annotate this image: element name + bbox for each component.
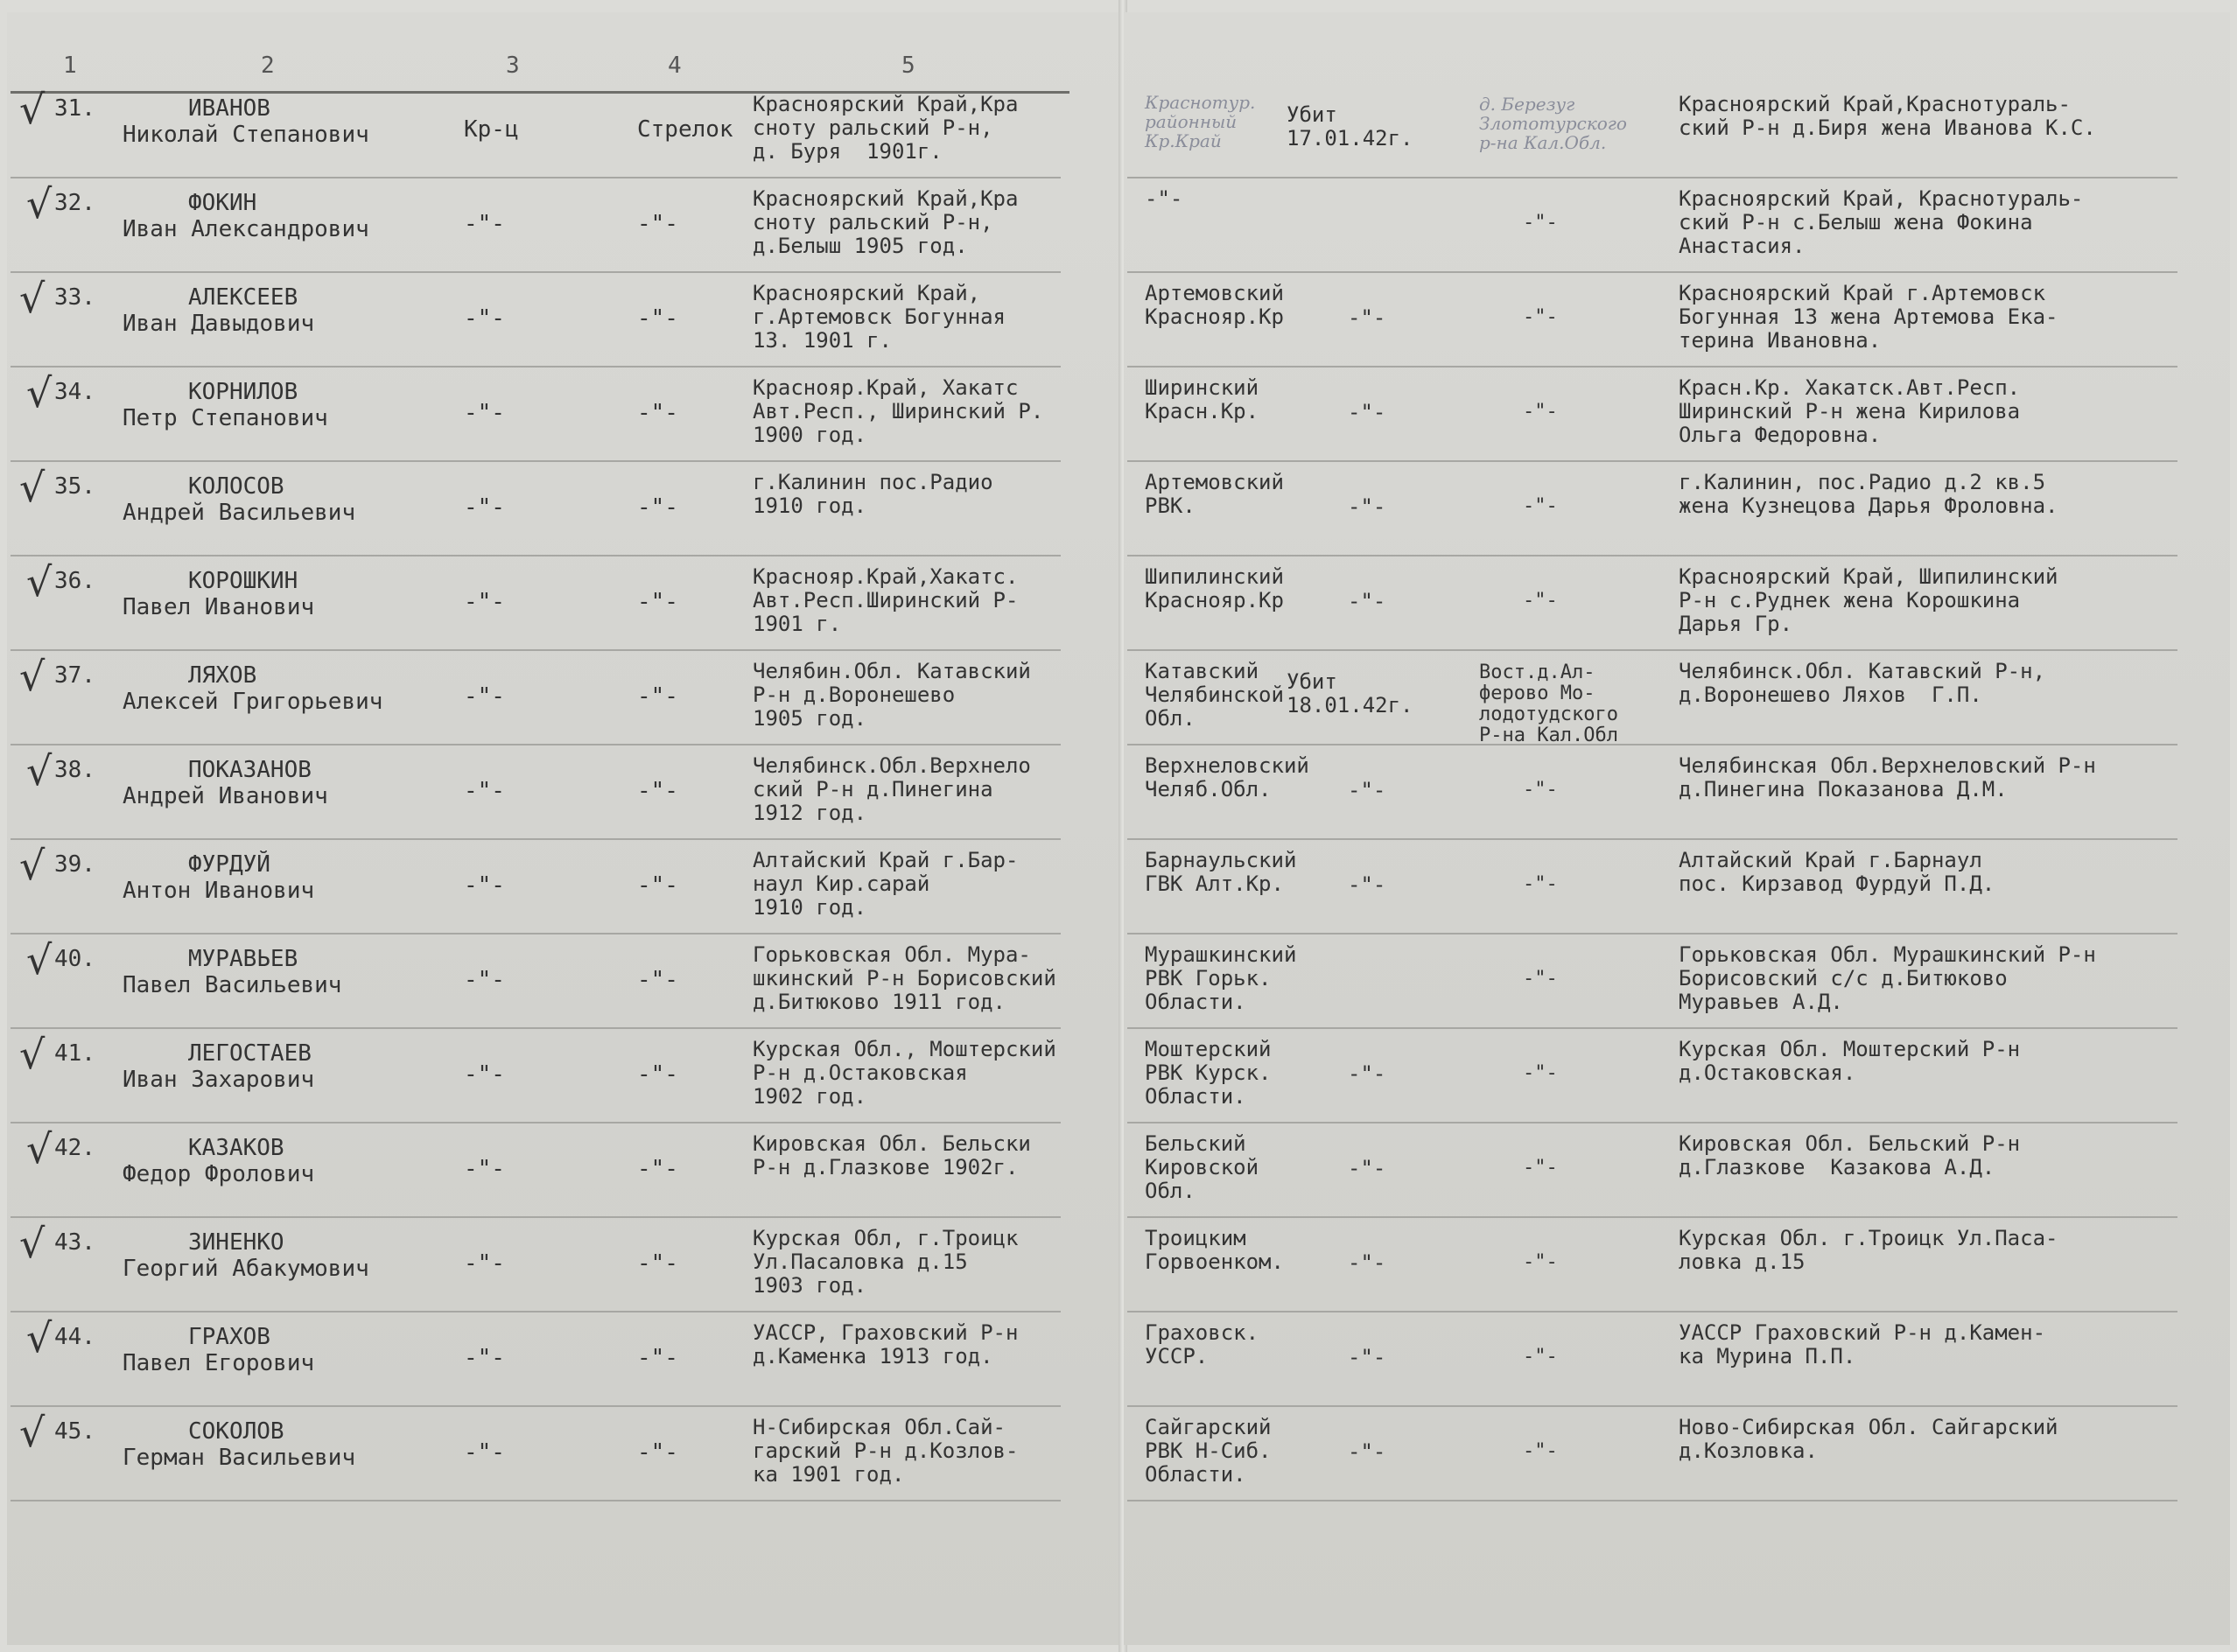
draft-office-line: Артемовский [1145, 281, 1284, 305]
burial-place-line: лодотудского [1479, 704, 1618, 725]
surname: ЗИНЕНКО [188, 1229, 284, 1256]
family-address-line: Богунная 13 жена Артемова Ека- [1679, 304, 2058, 329]
role: -"- [637, 1345, 678, 1371]
check-mark: √ [26, 747, 53, 794]
birth-place-line: Красноярский Край, [753, 281, 981, 305]
birth-place-line: Авт.Респ.Ширинский Р- [753, 588, 1019, 612]
role: -"- [637, 400, 678, 426]
row-rule-right [1127, 460, 2177, 462]
check-mark: √ [19, 464, 46, 511]
column-number-4: 4 [668, 52, 682, 79]
burial-place-line: -"- [1523, 1346, 1558, 1368]
family-address-line: Красноярский Край, Краснотураль- [1679, 186, 2084, 211]
birth-place-line: Кировская Обл. Бельски [753, 1131, 1031, 1156]
family-address-line: УАССР Граховский Р-н д.Камен- [1679, 1320, 2046, 1345]
birth-place-line: гарский Р-н д.Козлов- [753, 1438, 1019, 1463]
family-address-line: Красноярский Край, Шипилинский [1679, 564, 2058, 589]
family-address-line: терина Ивановна. [1679, 328, 1882, 353]
birth-place-line: 1912 год. [753, 801, 867, 825]
burial-place-line: Злототурского [1479, 113, 1627, 134]
check-mark: √ [19, 653, 46, 700]
record-number: 32. [54, 190, 95, 216]
fate-line: -"- [1348, 400, 1386, 424]
given-names: Петр Степанович [123, 405, 328, 431]
draft-office-line: Краснояр.Кр [1145, 588, 1284, 612]
rank: -"- [464, 778, 505, 804]
given-names: Павел Иванович [123, 594, 315, 620]
rank: -"- [464, 1061, 505, 1088]
rank: -"- [464, 683, 505, 710]
birth-place-line: Р-н д.Глазкове 1902г. [753, 1155, 1019, 1180]
given-names: Герман Васильевич [123, 1445, 356, 1471]
draft-office-line: Артемовский [1145, 470, 1284, 494]
row-rule-left [11, 366, 1061, 368]
rank: -"- [464, 1439, 505, 1466]
rank: Кр-ц [464, 116, 519, 143]
family-address-line: Ново-Сибирская Обл. Сайгарский [1679, 1415, 2058, 1439]
burial-place-line: -"- [1523, 968, 1558, 990]
row-rule-right [1127, 555, 2177, 556]
birth-place-line: 1901 г. [753, 612, 842, 636]
rank: -"- [464, 1156, 505, 1182]
row-rule-right [1127, 1405, 2177, 1407]
draft-office-line: Бельский [1145, 1131, 1246, 1156]
draft-office-line: Сайгарский [1145, 1415, 1272, 1439]
surname: ЛЯХОВ [188, 662, 257, 689]
column-number-3: 3 [506, 52, 520, 79]
family-address-line: Челябинская Обл.Верхнеловский Р-н [1679, 753, 2096, 778]
check-mark: √ [19, 842, 46, 889]
draft-office-line: Ширинский [1145, 375, 1259, 400]
fate-line: -"- [1348, 589, 1386, 613]
family-address-line: Кировская Обл. Бельский Р-н [1679, 1131, 2021, 1156]
draft-office-line: Обл. [1145, 1179, 1196, 1203]
role: -"- [637, 1439, 678, 1466]
role: -"- [637, 1250, 678, 1277]
birth-place-line: д.Битюково 1911 год. [753, 990, 1006, 1014]
birth-place-line: УАССР, Граховский Р-н [753, 1320, 1019, 1345]
given-names: Алексей Григорьевич [123, 689, 383, 715]
check-mark: √ [19, 275, 46, 322]
burial-place-line: Вост.д.Ал- [1479, 662, 1595, 683]
role: -"- [637, 1061, 678, 1088]
surname: ФУРДУЙ [188, 851, 270, 878]
rank: -"- [464, 400, 505, 426]
birth-place-line: Челябинск.Обл.Верхнело [753, 753, 1031, 778]
rank: -"- [464, 872, 505, 899]
row-rule-left [11, 1311, 1061, 1312]
birth-place-line: 1910 год. [753, 895, 867, 920]
surname: МУРАВЬЕВ [188, 946, 298, 972]
column-number-2: 2 [261, 52, 275, 79]
role: -"- [637, 211, 678, 237]
surname: ИВАНОВ [188, 95, 270, 122]
family-address-line: Муравьев А.Д. [1679, 990, 1843, 1014]
row-rule-right [1127, 1500, 2177, 1502]
role: -"- [637, 589, 678, 615]
row-rule-left [11, 271, 1061, 273]
family-address-line: Красн.Кр. Хакатск.Авт.Респ. [1679, 375, 2021, 400]
row-rule-left [11, 460, 1061, 462]
draft-office-line: Барнаульский [1145, 848, 1297, 872]
row-rule-left [11, 1027, 1061, 1029]
given-names: Иван Давыдович [123, 311, 315, 337]
draft-office-line: районный [1145, 111, 1238, 132]
burial-place-line: ферово Мо- [1479, 682, 1595, 704]
birth-place-line: наул Кир.сарай [753, 872, 930, 896]
check-mark: √ [19, 1409, 46, 1456]
draft-office-line: Обл. [1145, 706, 1196, 731]
burial-place-line: -"- [1523, 1251, 1558, 1273]
family-address-line: Красноярский Край,Краснотураль- [1679, 92, 2071, 116]
role: -"- [637, 1156, 678, 1182]
rank: -"- [464, 494, 505, 521]
birth-place-line: д. Буря 1901г. [753, 139, 943, 164]
burial-place-line: Р-на Кал.Обл [1479, 724, 1618, 746]
birth-place-line: 1905 год. [753, 706, 867, 731]
family-address-line: д.Пинегина Показанова Д.М. [1679, 777, 2008, 802]
birth-place-line: Авт.Респ., Ширинский Р. [753, 399, 1044, 424]
surname: КАЗАКОВ [188, 1135, 284, 1161]
record-number: 36. [54, 568, 95, 594]
burial-place-line: -"- [1523, 495, 1558, 517]
family-address-line: ка Мурина П.П. [1679, 1344, 1856, 1368]
birth-place-line: Р-н д.Воронешево [753, 682, 956, 707]
birth-place-line: Курская Обл, г.Троицк [753, 1226, 1019, 1250]
birth-place-line: 13. 1901 г. [753, 328, 892, 353]
given-names: Иван Захарович [123, 1067, 315, 1093]
given-names: Иван Александрович [123, 216, 369, 242]
role: -"- [637, 494, 678, 521]
birth-place-line: Краснояр.Край, Хакатс [753, 375, 1019, 400]
birth-place-line: Горьковская Обл. Мура- [753, 942, 1031, 967]
record-number: 38. [54, 757, 95, 783]
role: -"- [637, 872, 678, 899]
family-address-line: Анастасия. [1679, 234, 1806, 258]
birth-place-line: д.Каменка 1913 год. [753, 1344, 993, 1368]
row-rule-right [1127, 366, 2177, 368]
row-rule-left [11, 933, 1061, 934]
draft-office-line: ГВК Алт.Кр. [1145, 872, 1284, 896]
birth-place-line: ка 1901 год. [753, 1462, 905, 1487]
draft-office-line: Области. [1145, 990, 1246, 1014]
burial-place-line: -"- [1523, 779, 1558, 801]
draft-office-line: Челяб.Обл. [1145, 777, 1272, 802]
birth-place-line: сноту ральский Р-н, [753, 116, 993, 140]
draft-office-line: Кировской [1145, 1155, 1259, 1180]
rank: -"- [464, 1250, 505, 1277]
draft-office-line: Области. [1145, 1084, 1246, 1109]
burial-place-line: д. Березуг [1479, 94, 1575, 115]
birth-place-line: ский Р-н д.Пинегина [753, 777, 993, 802]
given-names: Андрей Васильевич [123, 500, 356, 526]
draft-office-line: Красн.Кр. [1145, 399, 1259, 424]
record-number: 41. [54, 1040, 95, 1067]
given-names: Андрей Иванович [123, 783, 328, 809]
fate-line: 17.01.42г. [1287, 126, 1413, 150]
draft-office-line: УССР. [1145, 1344, 1209, 1368]
fate-line: -"- [1348, 1156, 1386, 1180]
check-mark: √ [26, 180, 53, 228]
burial-place-line: -"- [1523, 212, 1558, 234]
family-address-line: Дарья Гр. [1679, 612, 1793, 636]
row-rule-right [1127, 933, 2177, 934]
given-names: Николай Степанович [123, 122, 369, 148]
burial-place-line: -"- [1523, 401, 1558, 423]
draft-office-line: РВК Курск. [1145, 1060, 1272, 1085]
rank: -"- [464, 1345, 505, 1371]
birth-place-line: г.Калинин пос.Радио [753, 470, 993, 494]
birth-place-line: Красноярский Край,Кра [753, 92, 1019, 116]
family-address-line: ский Р-н д.Биря жена Иванова К.С. [1679, 116, 2096, 140]
burial-place-line: -"- [1523, 1440, 1558, 1462]
birth-place-line: Алтайский Край г.Бар- [753, 848, 1019, 872]
birth-place-line: Курская Обл., Моштерский [753, 1037, 1056, 1061]
row-rule-left [11, 177, 1061, 178]
birth-place-line: сноту ральский Р-н, [753, 210, 993, 234]
given-names: Павел Васильевич [123, 972, 342, 998]
surname: СОКОЛОВ [188, 1418, 284, 1445]
family-address-line: д.Остаковская. [1679, 1060, 1856, 1085]
family-address-line: Алтайский Край г.Барнаул [1679, 848, 1982, 872]
record-number: 43. [54, 1229, 95, 1256]
fate-line: -"- [1348, 1250, 1386, 1275]
family-address-line: Р-н с.Руднек жена Корошкина [1679, 588, 2021, 612]
record-number: 33. [54, 284, 95, 311]
birth-place-line: Р-н д.Остаковская [753, 1060, 968, 1085]
birth-place-line: Красноярский Край,Кра [753, 186, 1019, 211]
birth-place-line: 1903 год. [753, 1273, 867, 1298]
check-mark: √ [19, 1031, 46, 1078]
fate-line: -"- [1348, 494, 1386, 519]
fate-line: -"- [1348, 872, 1386, 897]
row-rule-right [1127, 1216, 2177, 1218]
role: Стрелок [637, 116, 733, 143]
surname: КОРНИЛОВ [188, 379, 298, 405]
fate-line: -"- [1348, 305, 1386, 330]
family-address-line: д.Глазкове Казакова А.Д. [1679, 1155, 1995, 1180]
surname: ГРАХОВ [188, 1324, 270, 1350]
family-address-line: Челябинск.Обл. Катавский Р-н, [1679, 659, 2046, 683]
family-address-line: Борисовский с/с д.Битюково [1679, 966, 2008, 990]
draft-office-line: Краснояр.Кр [1145, 304, 1284, 329]
surname: КОРОШКИН [188, 568, 298, 594]
row-rule-left [11, 744, 1061, 746]
record-number: 35. [54, 473, 95, 500]
draft-office-line: Граховск. [1145, 1320, 1259, 1345]
row-rule-left [11, 1122, 1061, 1124]
draft-office-line: РВК Н-Сиб. [1145, 1438, 1272, 1463]
fate-line: Убит [1287, 102, 1337, 127]
draft-office-line: РВК. [1145, 494, 1196, 518]
birth-place-line: д.Белыш 1905 год. [753, 234, 968, 258]
row-rule-right [1127, 744, 2177, 746]
record-number: 42. [54, 1135, 95, 1161]
row-rule-left [11, 555, 1061, 556]
family-address-line: Ширинский Р-н жена Кирилова [1679, 399, 2021, 424]
record-number: 39. [54, 851, 95, 878]
fate-line: Убит [1287, 669, 1337, 694]
burial-place-line: -"- [1523, 1062, 1558, 1084]
family-address-line: г.Калинин, пос.Радио д.2 кв.5 [1679, 470, 2046, 494]
rank: -"- [464, 211, 505, 237]
draft-office-line: Кр.Край [1145, 130, 1222, 151]
family-address-line: жена Кузнецова Дарья Фроловна. [1679, 494, 2058, 518]
birth-place-line: 1902 год. [753, 1084, 867, 1109]
draft-office-line: Горвоенком. [1145, 1250, 1284, 1274]
family-address-line: Горьковская Обл. Мурашкинский Р-н [1679, 942, 2096, 967]
given-names: Павел Егорович [123, 1350, 315, 1376]
birth-place-line: Ул.Пасаловка д.15 [753, 1250, 968, 1274]
record-number: 45. [54, 1418, 95, 1445]
record-number: 44. [54, 1324, 95, 1350]
burial-place-line: -"- [1523, 590, 1558, 612]
burial-place-line: -"- [1523, 1157, 1558, 1179]
column-number-5: 5 [901, 52, 915, 79]
draft-office-line: Области. [1145, 1462, 1246, 1487]
family-address-line: ловка д.15 [1679, 1250, 1806, 1274]
draft-office-line: Челябинской [1145, 682, 1284, 707]
draft-office-line: РВК Горьк. [1145, 966, 1272, 990]
check-mark: √ [19, 1220, 46, 1267]
check-mark: √ [26, 1314, 53, 1362]
role: -"- [637, 967, 678, 993]
birth-place-line: Челябин.Обл. Катавский [753, 659, 1031, 683]
check-mark: √ [26, 936, 53, 984]
fate-line: -"- [1348, 1439, 1386, 1464]
draft-office-line: Троицким [1145, 1226, 1246, 1250]
burial-place-line: р-на Кал.Обл. [1479, 132, 1607, 153]
draft-office-line: Краснотур. [1145, 92, 1256, 113]
birth-place-line: Краснояр.Край,Хакатс. [753, 564, 1019, 589]
birth-place-line: шкинский Р-н Борисовский [753, 966, 1056, 990]
record-number: 40. [54, 946, 95, 972]
given-names: Георгий Абакумович [123, 1256, 369, 1282]
record-number: 37. [54, 662, 95, 689]
burial-place-line: -"- [1523, 306, 1558, 328]
row-rule-right [1127, 177, 2177, 178]
check-mark: √ [19, 86, 46, 133]
check-mark: √ [26, 558, 53, 606]
check-mark: √ [26, 369, 53, 416]
family-address-line: д.Козловка. [1679, 1438, 1818, 1463]
family-address-line: Курская Обл. Моштерский Р-н [1679, 1037, 2021, 1061]
burial-place-line: -"- [1523, 873, 1558, 895]
row-rule-left [11, 838, 1061, 840]
given-names: Антон Иванович [123, 878, 315, 904]
family-address-line: Курская Обл. г.Троицк Ул.Паса- [1679, 1226, 2058, 1250]
draft-office-line: Моштерский [1145, 1037, 1272, 1061]
birth-place-line: Н-Сибирская Обл.Сай- [753, 1415, 1006, 1439]
rank: -"- [464, 305, 505, 332]
family-address-line: д.Воронешево Ляхов Г.П. [1679, 682, 1982, 707]
row-rule-right [1127, 271, 2177, 273]
given-names: Федор Фролович [123, 1161, 315, 1187]
draft-office-line: Мурашкинский [1145, 942, 1297, 967]
rank: -"- [464, 967, 505, 993]
row-rule-right [1127, 1122, 2177, 1124]
surname: ПОКАЗАНОВ [188, 757, 312, 783]
row-rule-right [1127, 649, 2177, 651]
fate-line: -"- [1348, 1345, 1386, 1369]
birth-place-line: 1900 год. [753, 423, 867, 447]
fate-line: -"- [1348, 1061, 1386, 1086]
family-address-line: ский Р-н с.Белыш жена Фокина [1679, 210, 2033, 234]
draft-office-line: -"- [1145, 186, 1183, 211]
column-number-1: 1 [63, 52, 77, 79]
fate-line: -"- [1348, 778, 1386, 802]
draft-office-line: Верхнеловский [1145, 753, 1309, 778]
draft-office-line: Шипилинский [1145, 564, 1284, 589]
row-rule-left [11, 1216, 1061, 1218]
row-rule-left [11, 1405, 1061, 1407]
family-address-line: Красноярский Край г.Артемовск [1679, 281, 2046, 305]
check-mark: √ [26, 1125, 53, 1172]
row-rule-right [1127, 1027, 2177, 1029]
surname: КОЛОСОВ [188, 473, 284, 500]
surname: ФОКИН [188, 190, 257, 216]
row-rule-right [1127, 838, 2177, 840]
birth-place-line: г.Артемовск Богунная [753, 304, 1006, 329]
family-address-line: пос. Кирзавод Фурдуй П.Д. [1679, 872, 1995, 896]
row-rule-left [11, 649, 1061, 651]
fate-line: 18.01.42г. [1287, 693, 1413, 718]
right-page [1124, 12, 2230, 1645]
row-rule-left [11, 1500, 1061, 1502]
family-address-line: Ольга Федоровна. [1679, 423, 1882, 447]
role: -"- [637, 778, 678, 804]
role: -"- [637, 683, 678, 710]
birth-place-line: 1910 год. [753, 494, 867, 518]
surname: ЛЕГОСТАЕВ [188, 1040, 312, 1067]
rank: -"- [464, 589, 505, 615]
record-number: 31. [54, 95, 95, 122]
record-number: 34. [54, 379, 95, 405]
row-rule-right [1127, 1311, 2177, 1312]
surname: АЛЕКСЕЕВ [188, 284, 298, 311]
role: -"- [637, 305, 678, 332]
draft-office-line: Катавский [1145, 659, 1259, 683]
